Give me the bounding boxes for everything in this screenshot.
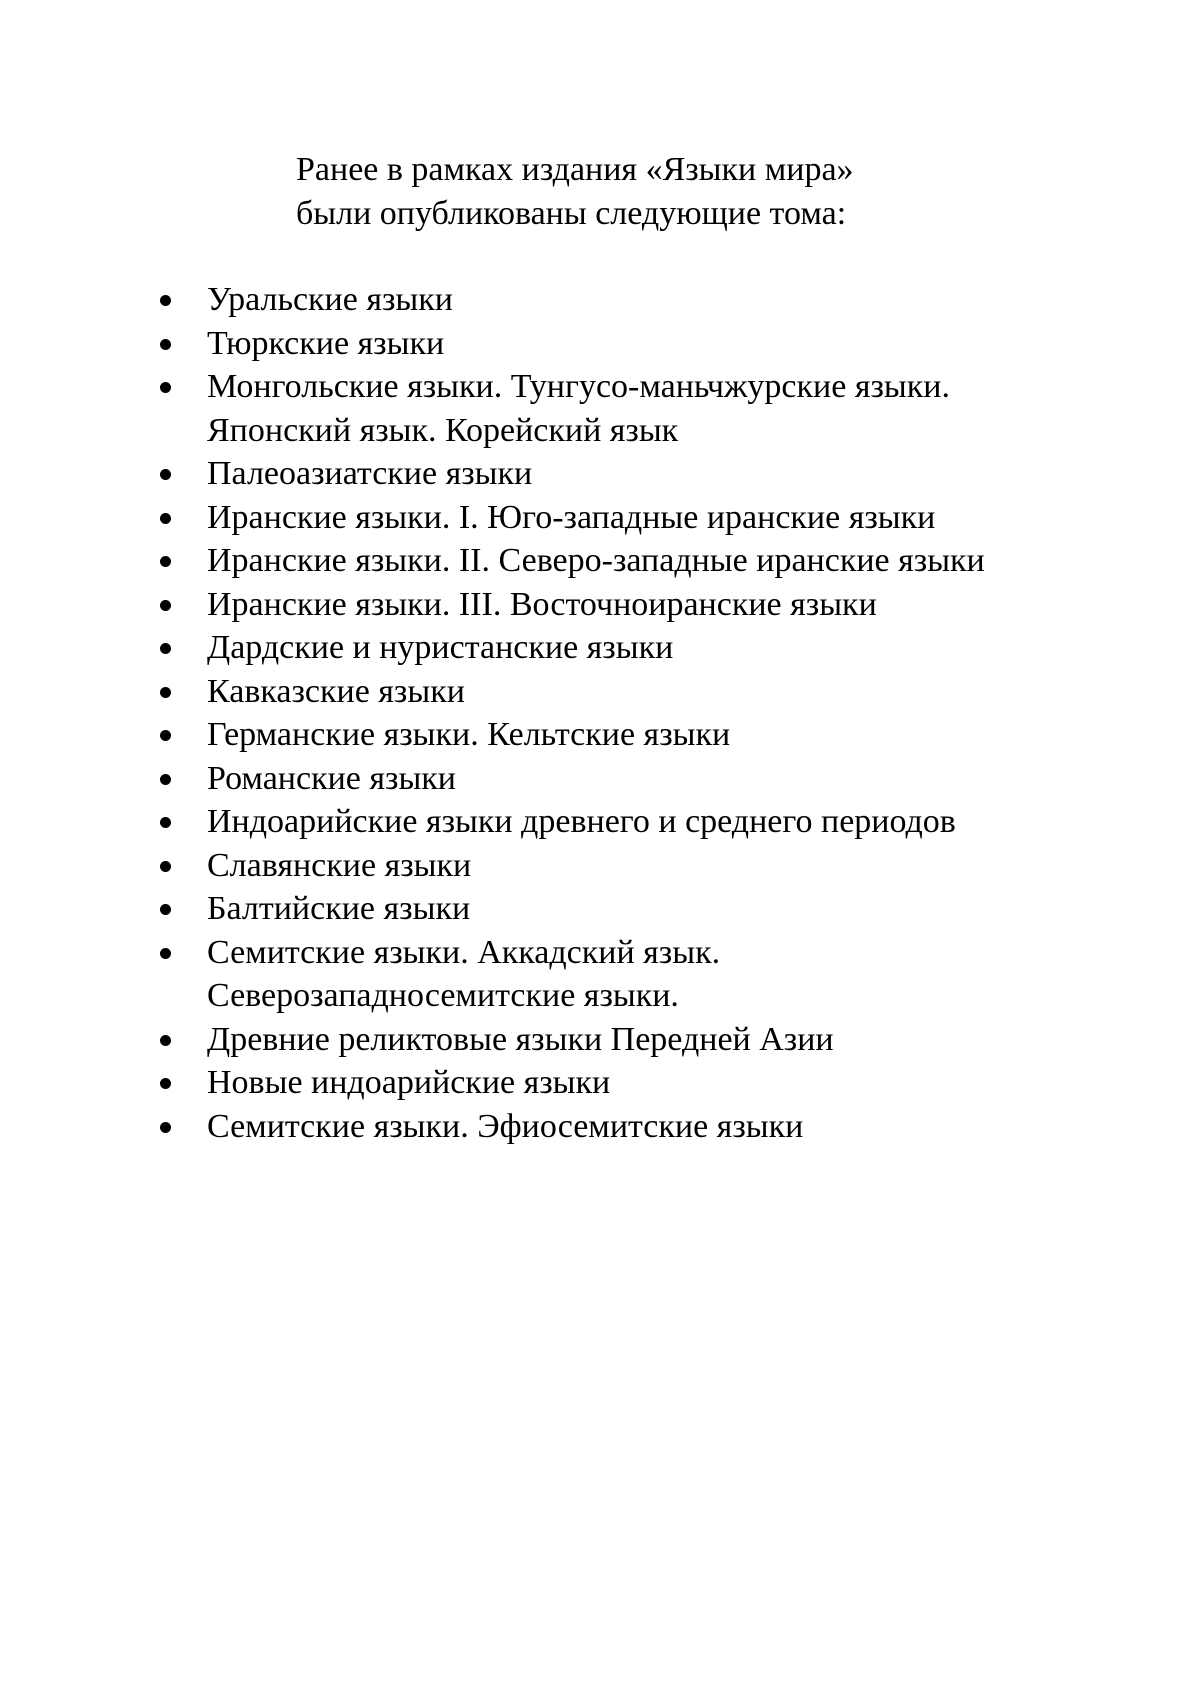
- bullet-icon: [160, 817, 171, 828]
- volumes-list: [160, 278, 1060, 1148]
- bullet-icon: [160, 861, 171, 872]
- list-item: [160, 1105, 1060, 1149]
- volume-title: Иранские языки. II. Северо-западные иранские языки: [207, 542, 985, 579]
- volume-title: Славянские языки: [207, 846, 472, 884]
- list-item: [160, 626, 1060, 670]
- volume-title: Романские языки: [207, 759, 457, 797]
- list-item: [160, 452, 1060, 496]
- bullet-icon: [160, 730, 171, 741]
- bullet-icon: [160, 1078, 171, 1089]
- volume-title: Древние реликтовые языки Передней Азии: [207, 1020, 834, 1058]
- intro-line-1: Ранее в рамках издания «Языки мира»: [296, 151, 854, 188]
- volume-title: Балтийские языки: [207, 890, 471, 927]
- bullet-icon: [160, 382, 171, 393]
- bullet-icon: [160, 1035, 171, 1046]
- list-item: [160, 1061, 1060, 1105]
- volume-title: Кавказские языки: [207, 672, 465, 710]
- list-item: [160, 713, 1060, 757]
- volume-title: Дардские и нуристанские языки: [207, 629, 674, 666]
- list-item: [160, 670, 1060, 714]
- list-item: [160, 583, 1060, 627]
- list-item: [160, 496, 1060, 540]
- list-item: [160, 322, 1060, 366]
- list-item: [160, 539, 1060, 583]
- bullet-icon: [160, 469, 171, 480]
- volume-title: Монгольские языки. Тунгусо-маньчжурские языки.: [207, 368, 950, 405]
- bullet-icon: [160, 513, 171, 524]
- list-item: [160, 800, 1060, 844]
- list-item: [160, 887, 1060, 931]
- volume-title: Индоарийские языки древнего и среднего периодов: [207, 803, 956, 840]
- volume-title: Палеоазиатские языки: [207, 455, 533, 492]
- list-item: [160, 757, 1060, 801]
- volume-title: Новые индоарийские языки: [207, 1064, 611, 1101]
- bullet-icon: [160, 295, 171, 306]
- bullet-icon: [160, 643, 171, 654]
- bullet-icon: [160, 774, 171, 785]
- bullet-icon: [160, 556, 171, 567]
- volume-title: Уральские языки: [207, 281, 453, 318]
- bullet-icon: [160, 339, 171, 350]
- bullet-icon: [160, 687, 171, 698]
- bullet-icon: [160, 600, 171, 611]
- bullet-icon: [160, 948, 171, 959]
- volume-title: Иранские языки. I. Юго-западные иранские языки: [207, 498, 936, 536]
- list-item: [160, 365, 1060, 452]
- volume-title: Семитские языки. Аккадский язык.: [207, 933, 721, 971]
- list-item: [160, 1018, 1060, 1062]
- volume-title: Тюркские языки: [207, 324, 445, 362]
- bullet-icon: [160, 1122, 171, 1133]
- list-item: [160, 278, 1060, 322]
- volume-title: Семитские языки. Эфиосемитские языки: [207, 1107, 804, 1145]
- list-item: [160, 844, 1060, 888]
- intro-heading: [296, 148, 854, 236]
- volume-title-continued: Северозападносемитские языки.: [207, 977, 679, 1014]
- volume-title-continued: Японский язык. Корейский язык: [207, 411, 679, 449]
- volume-title: Иранские языки. III. Восточноиранские языки: [207, 585, 877, 623]
- list-item: [160, 931, 1060, 1018]
- volume-title: Германские языки. Кельтские языки: [207, 716, 731, 753]
- intro-line-2: были опубликованы следующие тома:: [296, 195, 847, 232]
- bullet-icon: [160, 904, 171, 915]
